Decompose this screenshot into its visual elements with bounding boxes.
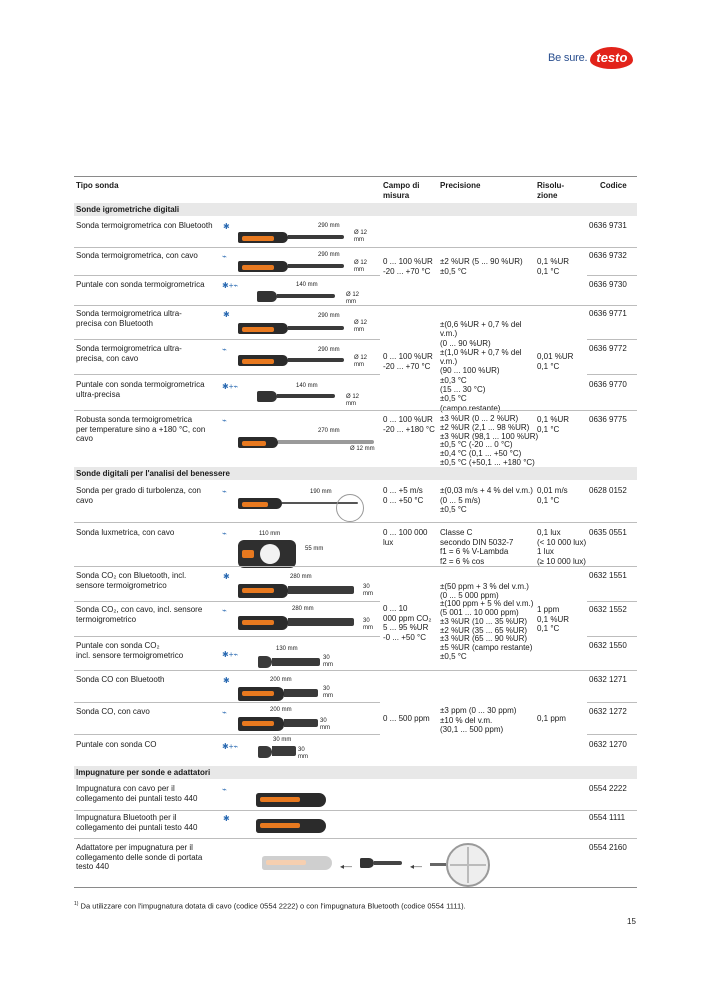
row-code: 0632 1270 [589, 740, 627, 749]
probe-diameter: 30 mm [363, 618, 373, 631]
footnote [74, 901, 466, 911]
probe-image [258, 655, 322, 669]
footnote-mark: 1) [74, 901, 79, 907]
probe-length: 290 mm [318, 313, 340, 319]
probe-diameter: 30 mm [323, 686, 333, 699]
row-risoluzione: 0,1 %UR 0,1 °C [537, 415, 570, 434]
row-name-9732: Sonda termoigrometrica, con cavo [76, 251, 198, 260]
logo-brand: testo [590, 47, 633, 69]
group-risoluzione: 1 ppm 0,1 %UR 0,1 °C [537, 605, 570, 633]
footnote-text: Da utilizzare con l'impugnatura dotata di cavo (codice 0554 2222) o con l'impugnatura Bluetooth (codice 0554 1111). [80, 901, 466, 911]
group-campo: 0 ... 100 %UR -20 ... +70 °C [383, 352, 433, 371]
row-name-1550: Puntale con sonda CO₂ incl. sensore termoigrometrico [76, 641, 184, 660]
vane-probe-image [446, 843, 490, 887]
logo-slogan: Be sure. [548, 52, 588, 64]
probe-length: 130 mm [276, 646, 298, 652]
row-divider [74, 838, 637, 839]
row-precisione: Classe C secondo DIN 5032-7 f1 = 6 % V-Lambda f2 = 6 % cos [440, 528, 514, 566]
probe-image [238, 231, 348, 244]
row-name-9730: Puntale con sonda termoigrometrica [76, 280, 205, 289]
row-divider [74, 810, 637, 811]
row-divider [74, 374, 380, 375]
row-code: 0632 1550 [589, 641, 627, 650]
handle-ghost-image [262, 855, 334, 871]
probe-diameter: 30 mm [363, 584, 373, 597]
row-code: 0636 9775 [589, 415, 627, 424]
row-code: 0636 9770 [589, 380, 627, 389]
row-divider [587, 275, 637, 276]
probe-image [238, 322, 348, 335]
row-divider [587, 374, 637, 375]
group-risoluzione: 0,1 ppm [537, 714, 566, 723]
header-campo: Campo di misura [383, 181, 420, 200]
cable-icon: ⌁ [222, 252, 227, 261]
probe-length: 280 mm [290, 574, 312, 580]
turbulence-sensor-ball [336, 494, 364, 522]
table-bottom-rule [74, 887, 637, 888]
probe-image [238, 686, 322, 702]
vane-probe-shaft [430, 863, 446, 866]
probe-length: 290 mm [318, 252, 340, 258]
cable-icon: ⌁ [222, 345, 227, 354]
handle-image [256, 818, 328, 834]
probe-diameter: 55 mm [305, 546, 324, 552]
row-name-9770: Puntale con sonda termoigrometrica ultra-precisa [76, 380, 205, 399]
probe-image [257, 290, 337, 303]
header-precisione: Precisione [440, 181, 481, 190]
probe-image [238, 260, 348, 273]
cable-icon: ⌁ [222, 708, 227, 717]
probe-length: 290 mm [318, 347, 340, 353]
probe-diameter: Ø 12 mm [354, 230, 368, 243]
header-codice: Codice [600, 181, 627, 190]
row-code: 0632 1271 [589, 675, 627, 684]
adapter-image [360, 857, 404, 869]
cable-icon: ⌁ [222, 416, 227, 425]
probe-diameter: 30 mm [298, 747, 308, 760]
bluetooth-plus-cable-icon: ✱+⌁ [222, 382, 239, 391]
row-code: 0636 9732 [589, 251, 627, 260]
probe-diameter: Ø 12 mm [350, 446, 375, 452]
lux-probe-image [238, 540, 296, 568]
row-divider [74, 522, 637, 523]
probe-image [238, 583, 358, 599]
probe-image [257, 390, 337, 403]
row-name-0551: Sonda luxmetrica, con cavo [76, 528, 175, 537]
page-number: 15 [627, 917, 636, 926]
bluetooth-icon: ✱ [223, 676, 230, 685]
row-divider [74, 339, 380, 340]
row-campo: 0 ... 100 000 lux [383, 528, 428, 547]
testo-logo [548, 43, 633, 73]
probe-diameter: Ø 12 mm [354, 355, 368, 368]
row-name-2222: Impugnatura con cavo per il collegamento dei puntali testo 440 [76, 784, 198, 803]
row-campo: 0 ... 100 %UR -20 ... +180 °C [383, 415, 435, 434]
row-code: 0636 9731 [589, 221, 627, 230]
row-code: 0635 0551 [589, 528, 627, 537]
row-risoluzione: 0,01 m/s 0,1 °C [537, 486, 568, 505]
bluetooth-icon: ✱ [223, 310, 230, 319]
row-code: 0554 1111 [589, 813, 626, 822]
bluetooth-icon: ✱ [223, 572, 230, 581]
probe-length: 290 mm [318, 223, 340, 229]
probe-image [238, 354, 348, 367]
row-name-9772: Sonda termoigrometrica ultra- precisa, con cavo [76, 344, 182, 363]
row-divider [74, 734, 380, 735]
row-code: 0554 2160 [589, 843, 627, 852]
group-risoluzione: 0,1 %UR 0,1 °C [537, 257, 570, 276]
row-name-1552: Sonda CO₂, con cavo, incl. sensore termoigrometrico [76, 605, 203, 624]
bluetooth-icon: ✱ [223, 814, 230, 823]
probe-length: 200 mm [270, 677, 292, 683]
probe-image [238, 716, 322, 732]
probe-image [258, 745, 298, 759]
row-code: 0554 2222 [589, 784, 627, 793]
cable-icon: ⌁ [222, 487, 227, 496]
arrow-icon: ◂— [410, 862, 423, 871]
row-divider [587, 702, 637, 703]
row-divider [587, 339, 637, 340]
probe-length: 190 mm [310, 489, 332, 495]
row-code: 0636 9771 [589, 309, 627, 318]
row-divider [74, 410, 637, 411]
group-precisione: ±3 ppm (0 ... 30 ppm) ±10 % del v.m. (30,1 ... 500 ppm) [440, 706, 517, 734]
row-code: 0632 1552 [589, 605, 627, 614]
bluetooth-plus-cable-icon: ✱+⌁ [222, 742, 239, 751]
row-divider [587, 734, 637, 735]
section-impugnature: Impugnature per sonde e adattatori [74, 766, 637, 779]
probe-length: 270 mm [318, 428, 340, 434]
group-precisione: ±(0,6 %UR + 0,7 % del v.m.) (0 ... 90 %UR) ±(1,0 %UR + 0,7 % del v.m.) (90 ... 100 %UR) ±0,3 °C (15 ... 30 °C) ±0,5 °C (campo restante) [440, 320, 522, 413]
probe-diameter: Ø 12 mm [346, 292, 360, 305]
group-campo: 0 ... 500 ppm [383, 714, 430, 723]
probe-length: 200 mm [270, 707, 292, 713]
header-tipo: Tipo sonda [76, 181, 119, 190]
group-campo: 0 ... 100 %UR -20 ... +70 °C [383, 257, 433, 276]
row-code: 0628 0152 [589, 486, 627, 495]
header-risoluzione: Risolu-zione [537, 181, 565, 200]
row-name-1270: Puntale con sonda CO [76, 740, 157, 749]
row-code: 0632 1551 [589, 571, 627, 580]
probe-image [238, 615, 358, 631]
row-code: 0632 1272 [589, 707, 627, 716]
probe-length: 110 mm [259, 531, 281, 537]
row-name-2160: Adattatore per impugnatura per il collegamento delle sonde di portata testo 440 [76, 843, 203, 871]
row-precisione: ±(0,03 m/s + 4 % del v.m.) (0 ... 5 m/s) ±0,5 °C [440, 486, 533, 514]
group-risoluzione: 0,01 %UR 0,1 °C [537, 352, 574, 371]
probe-diameter: 30 mm [320, 718, 330, 731]
row-name-9731: Sonda termoigrometrica con Bluetooth [76, 221, 213, 230]
group-precisione: ±2 %UR (5 ... 90 %UR) ±0,5 °C [440, 257, 523, 276]
row-campo: 0 ... +5 m/s 0 ... +50 °C [383, 486, 424, 505]
bluetooth-plus-cable-icon: ✱+⌁ [222, 281, 239, 290]
row-divider [74, 702, 380, 703]
row-divider [74, 566, 637, 567]
row-divider [74, 636, 380, 637]
row-name-0152: Sonda per grado di turbolenza, con cavo [76, 486, 201, 505]
probe-length: 30 mm [273, 737, 292, 743]
table-top-rule [74, 176, 637, 177]
probe-length: 140 mm [296, 282, 318, 288]
arrow-icon: ◂— [340, 862, 353, 871]
row-divider [74, 601, 380, 602]
probe-diameter: Ø 12 mm [354, 320, 368, 333]
bluetooth-icon: ✱ [223, 222, 230, 231]
row-name-1111: Impugnatura Bluetooth per il collegamento dei puntali testo 440 [76, 813, 198, 832]
row-divider [74, 670, 637, 671]
group-precisione: ±(50 ppm + 3 % del v.m.) (0 ... 5 000 ppm) ±(100 ppm + 5 % del v.m.) (5 001 ... 10 000 ppm) ±3 %UR (10 ... 35 %UR) ±2 %UR (35 ... 65 %UR) ±3 %UR (65 ... 90 %UR) ±5 %UR (campo restante) ±0,5 °C [440, 582, 534, 661]
probe-diameter: Ø 12 mm [346, 394, 360, 407]
row-name-9775: Robusta sonda termoigrometrica per temperature sino a +180 °C, con cavo [76, 415, 206, 443]
row-precisione: ±3 %UR (0 ... 2 %UR) ±2 %UR (2,1 ... 98 %UR) ±3 %UR (98,1 ... 100 %UR) ±0,5 °C (-20 ... 0 °C) ±0,4 °C (0,1 ... +50 °C) ±0,5 °C (+50,1 ... +180 °C) [440, 414, 539, 467]
handle-image [256, 792, 328, 808]
row-divider [587, 601, 637, 602]
cable-icon: ⌁ [222, 606, 227, 615]
bluetooth-plus-cable-icon: ✱+⌁ [222, 650, 239, 659]
group-campo: 0 ... 10 000 ppm CO₂ 5 ... 95 %UR -0 ... +50 °C [383, 604, 432, 642]
row-name-9771: Sonda termoigrometrica ultra- precisa con Bluetooth [76, 309, 182, 328]
row-divider [74, 275, 380, 276]
row-divider [74, 305, 637, 306]
row-name-1271: Sonda CO con Bluetooth [76, 675, 165, 684]
row-code: 0636 9772 [589, 344, 627, 353]
section-benessere: Sonde digitali per l'analisi del benessere [74, 467, 637, 480]
row-name-1272: Sonda CO, con cavo [76, 707, 150, 716]
probe-length: 140 mm [296, 383, 318, 389]
cable-icon: ⌁ [222, 785, 227, 794]
row-divider [587, 636, 637, 637]
row-name-1551: Sonda CO₂ con Bluetooth, incl. sensore termoigrometrico [76, 571, 187, 590]
probe-diameter: 30 mm [323, 655, 333, 668]
probe-diameter: Ø 12 mm [354, 260, 368, 273]
row-code: 0636 9730 [589, 280, 627, 289]
cable-icon: ⌁ [222, 529, 227, 538]
row-risoluzione: 0,1 lux (< 10 000 lux) 1 lux (≥ 10 000 lux) [537, 528, 587, 566]
section-igrometriche: Sonde igrometriche digitali [74, 203, 637, 216]
probe-length: 280 mm [292, 606, 314, 612]
row-divider [74, 247, 637, 248]
